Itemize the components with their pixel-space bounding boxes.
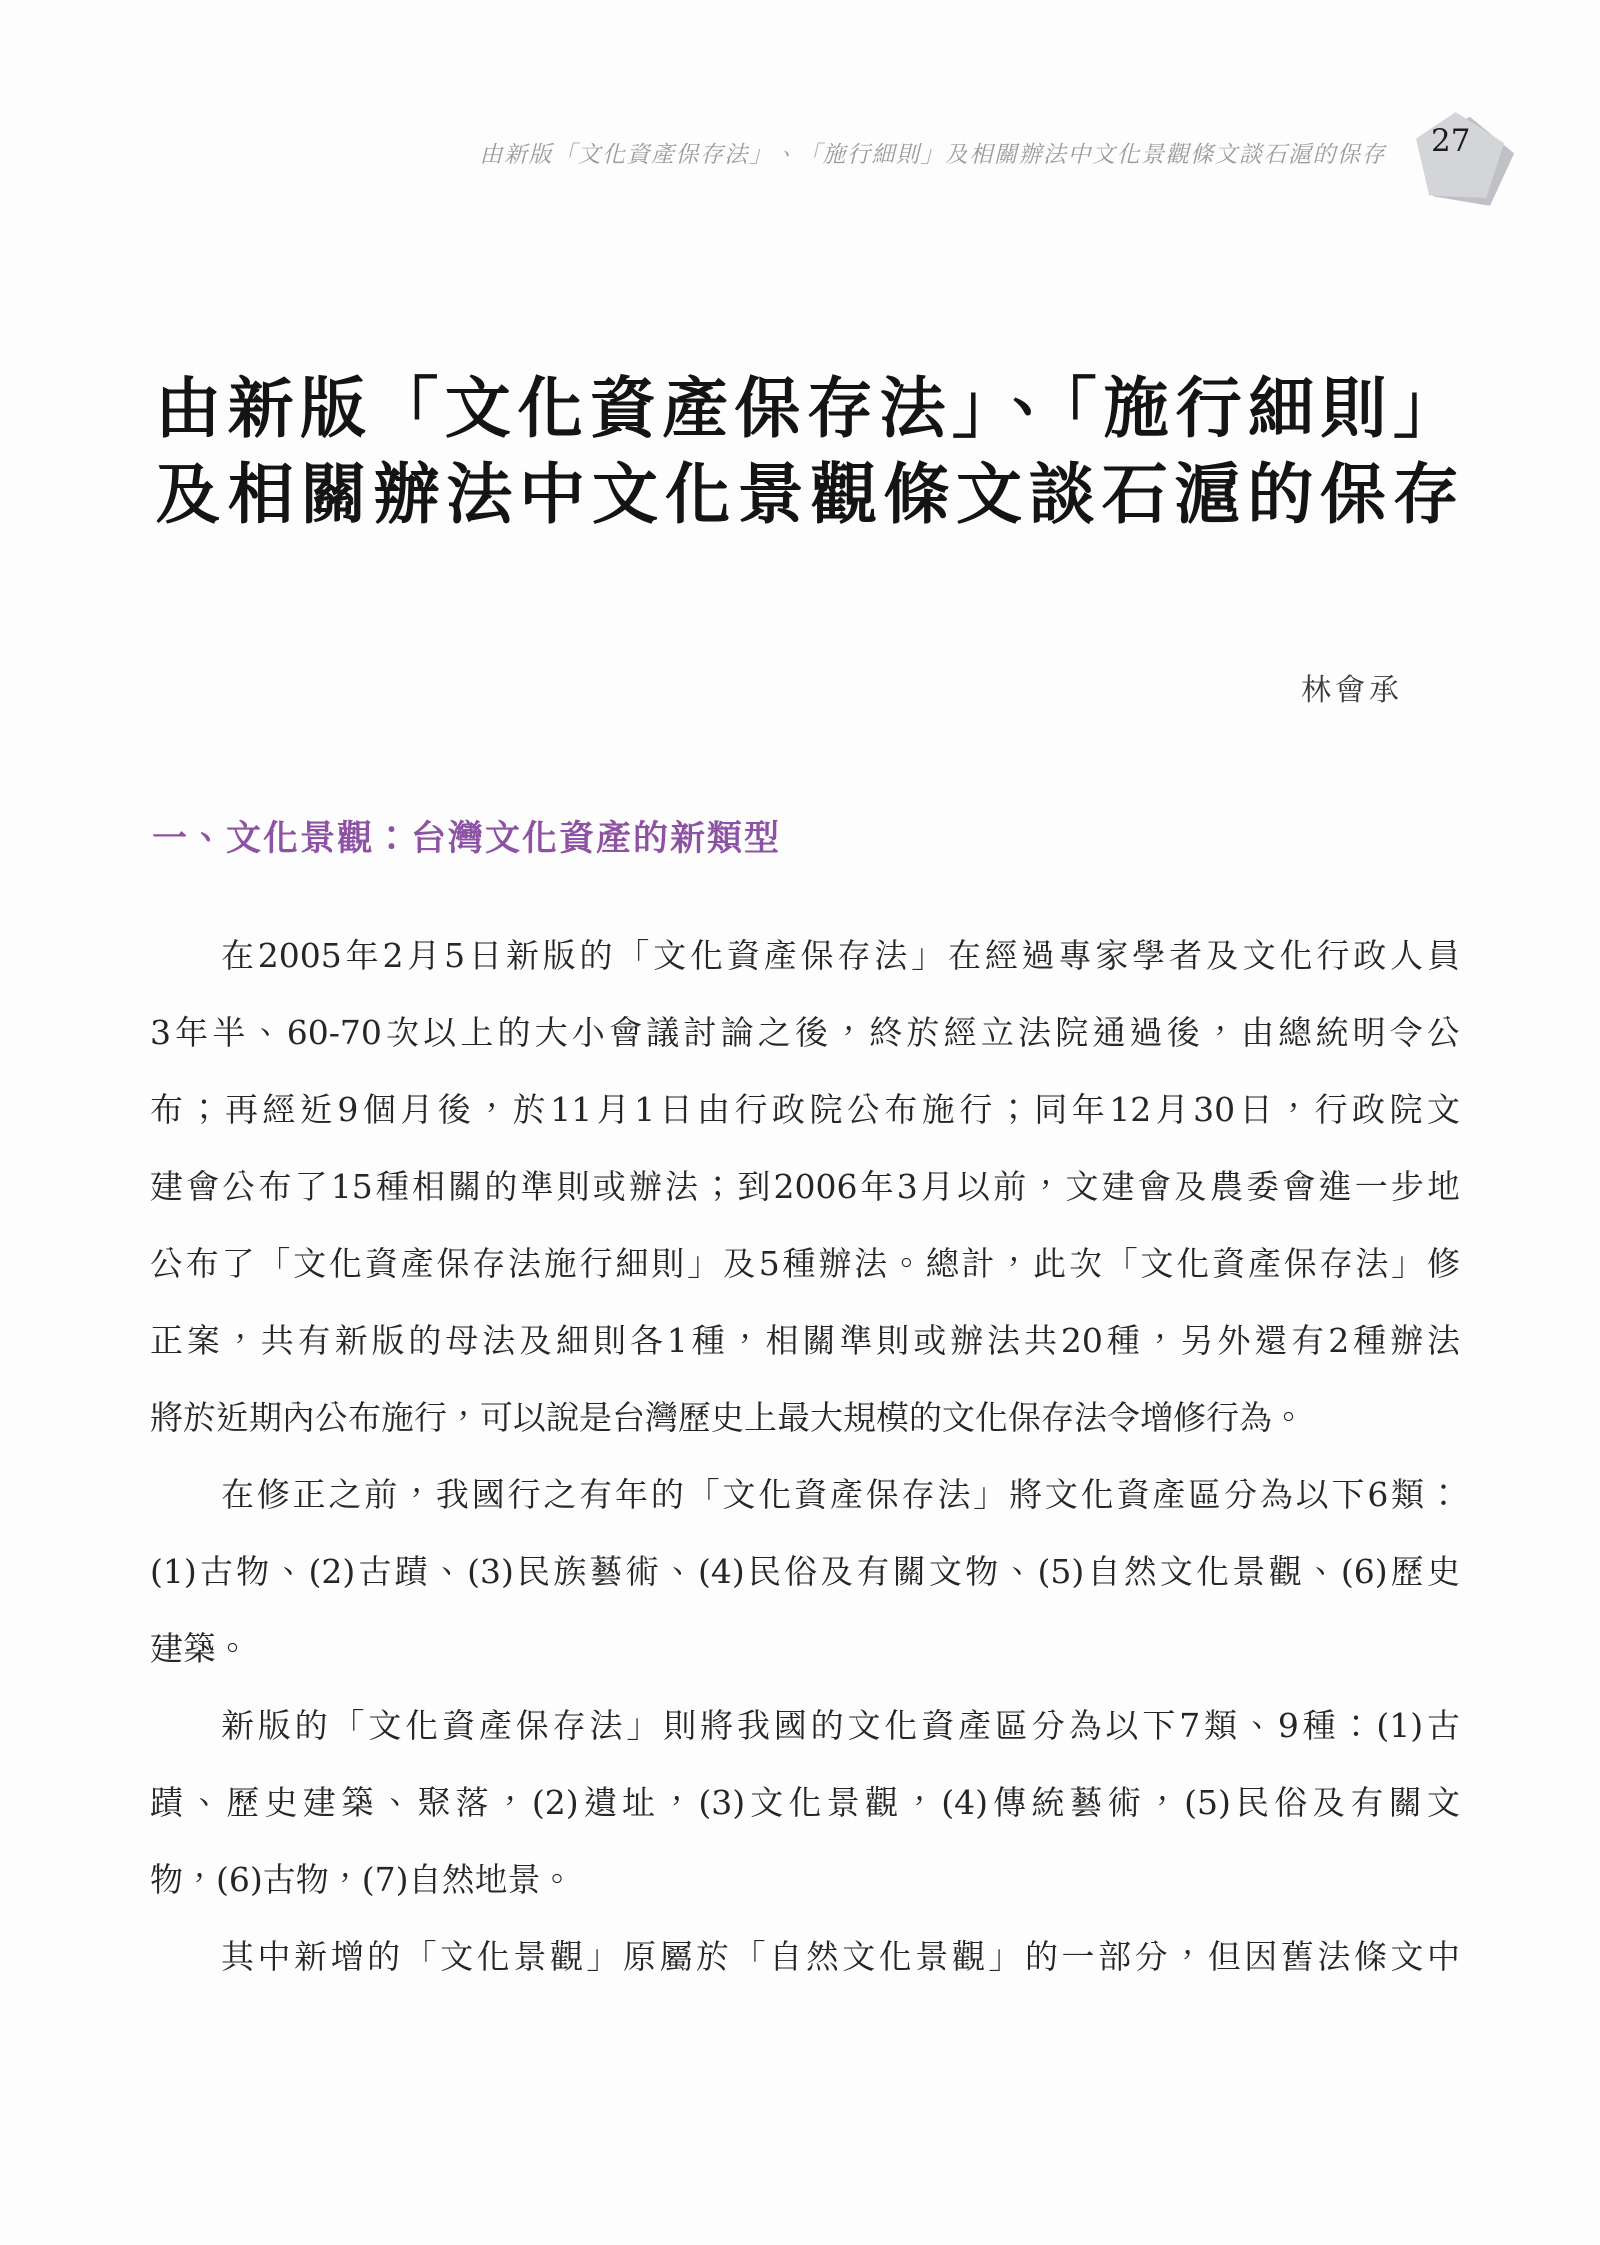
body-text: [150, 917, 1460, 1995]
section-heading: 一、文化景觀：台灣文化資產的新類型: [152, 819, 782, 859]
body-line: 蹟、歷史建築、聚落，(2)遺址，(3)文化景觀，(4)傳統藝術，(5)民俗及有關文: [150, 1783, 1460, 1822]
body-line: 將於近期內公布施行，可以說是台灣歷史上最大規模的文化保存法令增修行為。: [150, 1398, 1305, 1437]
title-line-2: 及相關辦法中文化景觀條文談石滬的保存: [155, 455, 1460, 533]
body-line: 在修正之前，我國行之有年的「文化資產保存法」將文化資產區分為以下6類：: [220, 1475, 1460, 1514]
body-line: 建會公布了15種相關的準則或辦法；到2006年3月以前，文建會及農委會進一步地: [150, 1167, 1460, 1206]
body-line: 其中新增的「文化景觀」原屬於「自然文化景觀」的一部分，但因舊法條文中: [220, 1937, 1460, 1976]
body-line: 建築。: [150, 1629, 249, 1668]
body-line: 物，(6)古物，(7)自然地景。: [150, 1860, 574, 1899]
body-line: 在2005年2月5日新版的「文化資產保存法」在經過專家學者及文化行政人員: [220, 936, 1460, 975]
body-line: 3年半、60-70次以上的大小會議討論之後，終於經立法院通過後，由總統明令公: [150, 1013, 1460, 1052]
body-line: 正案，共有新版的母法及細則各1種，相關準則或辦法共20種，另外還有2種辦法: [150, 1321, 1460, 1360]
body-line: 布；再經近9個月後，於11月1日由行政院公布施行；同年12月30日，行政院文: [150, 1090, 1460, 1129]
title-line-1: 由新版「文化資產保存法」、「施行細則」: [155, 369, 1460, 447]
page-number: 27: [1431, 123, 1471, 159]
author-name: 林會承: [1301, 673, 1403, 708]
body-line: 新版的「文化資產保存法」則將我國的文化資產區分為以下7類、9種：(1)古: [220, 1706, 1460, 1745]
body-line: (1)古物、(2)古蹟、(3)民族藝術、(4)民俗及有關文物、(5)自然文化景觀、(6)歷史: [150, 1552, 1460, 1591]
page-number-badge: [1416, 112, 1504, 198]
running-header: 由新版「文化資產保存法」、「施行細則」及相關辦法中文化景觀條文談石滬的保存: [479, 142, 1386, 168]
body-line: 公布了「文化資產保存法施行細則」及5種辦法。總計，此次「文化資產保存法」修: [150, 1244, 1460, 1283]
article-title: [155, 365, 1460, 537]
